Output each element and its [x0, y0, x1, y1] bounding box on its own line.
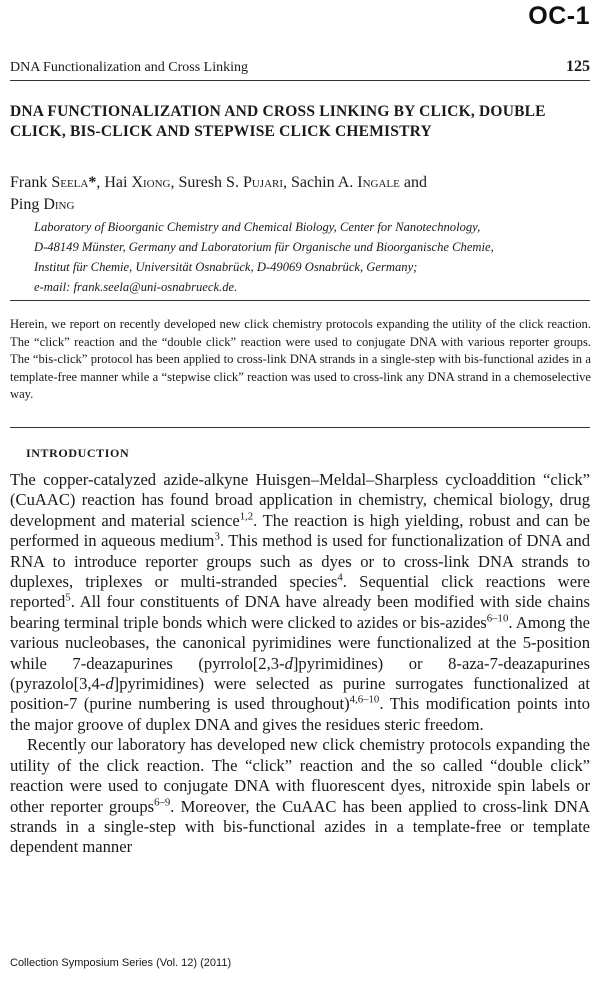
abstract-bottom-rule	[10, 427, 590, 428]
citation-ref: 1,2	[239, 510, 254, 523]
paragraph	[10, 735, 590, 857]
section-heading: INTRODUCTION	[26, 446, 130, 460]
text-run: The copper-catalyzed azide-alkyne Huisgen–Meldal–Sharpless cycloaddition “click” (CuAAC) reaction has found broad application in chemistry, chemical biology, drug development and material science	[10, 470, 590, 530]
running-head	[10, 58, 590, 81]
text-run: ]pyrimidines) or 8-aza-7-deazapurines (pyrazolo[3,4-	[10, 653, 590, 694]
text-run: Recently our laboratory has developed new click chemistry protocols expanding the utility of the click reaction. The “click” reaction and the so called “double click” reaction were used to conjugate DNA with fluorescent dyes, nitroxide spin labels or other reporter groups	[10, 735, 590, 816]
abstract-top-rule	[10, 300, 590, 301]
citation-ref: 3	[214, 530, 220, 543]
citation-ref: 6–10	[486, 612, 509, 625]
text-run: . Sequential click reactions were reported	[10, 572, 590, 612]
italic-text: d	[105, 674, 114, 694]
running-title: DNA Functionalization and Cross Linking	[10, 60, 248, 75]
italic-text: d	[284, 653, 293, 673]
citation-ref: 6–9	[154, 795, 171, 808]
author-1: Frank Seela*	[10, 174, 97, 191]
paper-title: DNA FUNCTIONALIZATION AND CROSS LINKING BY CLICK, DOUBLE CLICK, BIS-CLICK AND STEPWISE CLICK CHEMISTRY	[10, 103, 546, 140]
author-4: Sachin A. Ingale	[291, 174, 400, 191]
body-text	[10, 470, 590, 858]
affiliation	[34, 217, 574, 297]
text-run: . Moreover, the CuAAC has been applied to cross-link DNA strands in a single-step with bis-functional azides in a template-free or template dependent manner	[10, 796, 590, 857]
page-number: 125	[566, 58, 590, 75]
abstract-code: OC-1	[528, 2, 590, 30]
affiliation-line: Laboratory of Bioorganic Chemistry and Chemical Biology, Center for Nanotechnology,	[34, 220, 481, 234]
affiliation-line: Institut für Chemie, Universität Osnabrück, D-49069 Osnabrück, Germany;	[34, 260, 418, 274]
text-run: . Among the various nucleobases, the canonical pyrimidines were functionalized at the 5-position while 7-deazapurines (pyrrolo[2,3-	[10, 612, 590, 673]
citation-ref: 5	[65, 591, 71, 604]
author-2: Hai Xiong	[104, 174, 171, 191]
author-3: Suresh S. Pujari	[178, 174, 284, 191]
author-list: Frank Seela*, Hai Xiong, Suresh S. Pujari, Sachin A. Ingale and Ping Ding	[10, 174, 427, 213]
abstract-text: Herein, we report on recently developed new click chemistry protocols expanding the utility of the click reaction. The “click” reaction and the “double click” reaction were used to conjugate DNA with various reporter groups. The “bis-click” protocol has been applied to cross-link DNA strands in a single-step with bis-functional azides in a template-free manner while a “stepwise click” reaction was used to cross-link any DNA strand in a chemoselective way.	[10, 317, 591, 401]
text-run: ]pyrimidines) were selected as purine surrogates functionalized at position-7 (purine numbering is used throughout)	[10, 674, 590, 714]
citation-ref: 4,6–10	[349, 693, 380, 706]
footer: Collection Symposium Series (Vol. 12) (2011)	[10, 957, 232, 969]
text-run: . All four constituents of DNA have already been modified with side chains bearing terminal triple bonds which were clicked to azides or bis-azides	[10, 592, 590, 632]
author-5: Ping Ding	[10, 196, 75, 213]
paragraph	[10, 470, 590, 735]
affiliation-line: D-48149 Münster, Germany and Laboratorium für Organische und Bioorganische Chemie,	[34, 240, 494, 254]
text-run: . This modification points into the major groove of duplex DNA and gives the residues steric freedom.	[10, 694, 591, 734]
affiliation-email: e-mail: frank.seela@uni-osnabrueck.de.	[34, 280, 238, 294]
text-run: . The reaction is high yielding, robust and can be performed in aqueous medium	[10, 510, 590, 551]
citation-ref: 4	[337, 571, 343, 584]
text-run: . This method is used for functionalization of DNA and RNA to introduce reporter groups such as dyes or to cross-link DNA strands to duplexes, triplexes or multi-stranded species	[10, 531, 590, 592]
